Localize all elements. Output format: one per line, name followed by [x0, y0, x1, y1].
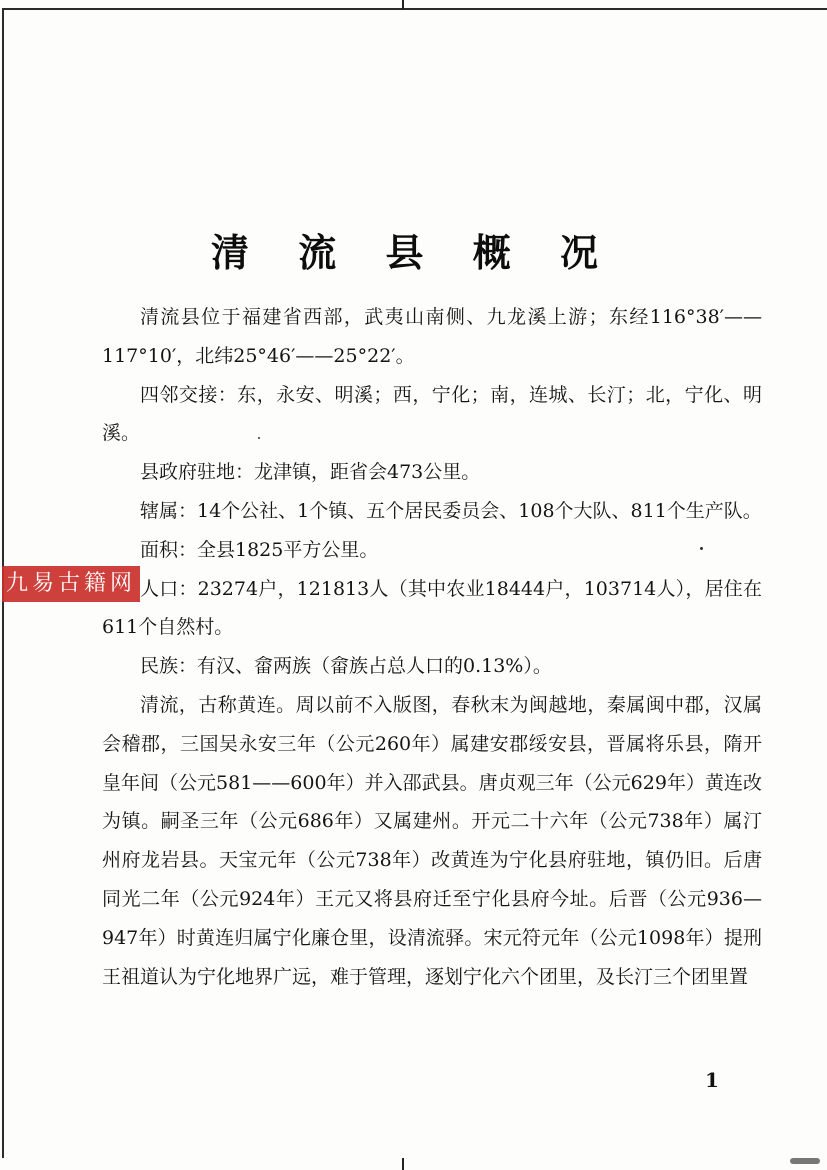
scan-speck	[258, 437, 260, 439]
paragraph-history: 清流，古称黄连。周以前不入版图，春秋末为闽越地，秦属闽中郡，汉属会稽郡，三国吴永安三年（公元260年）属建安郡绥安县，晋属将乐县，隋开皇年间（公元581——600年）并入邵武县。唐贞观三年（公元629年）黄连改为镇。嗣圣三年（公元686年）又属建州。开元二十六年（公元738年）属汀州府龙岩县。天宝元年（公元738年）改黄连为宁化县府驻地，镇仍旧。后唐同光二年（公元924年）王元又将县府迁至宁化县府今址。后晋（公元936—947年）时黄连归属宁化廉仓里，设清流驿。宋元符元年（公元1098年）提刑王祖道认为宁化地界广远，难于管理，逐划宁化六个团里，及长汀三个团里置	[102, 693, 762, 988]
document-title: 清 流 县 概 况	[211, 231, 616, 275]
bottom-center-tick	[402, 1158, 404, 1170]
page-number: 1	[705, 1068, 719, 1092]
document-body	[102, 298, 762, 996]
paragraph-seat: 县政府驻地：龙津镇，距省会473公里。	[140, 461, 481, 484]
watermark-logo: 九易古籍网	[2, 566, 140, 602]
paragraph-jurisdiction: 辖属：14个公社、1个镇、五个居民委员会、108个大队、811个生产队。	[140, 499, 762, 522]
paragraph-location: 清流县位于福建省西部，武夷山南侧、九龙溪上游；东经116°38′——117°10′，北纬25°46′——25°22′。	[102, 306, 762, 367]
scan-speck	[700, 547, 703, 550]
paragraph-ethnicity: 民族：有汉、畲两族（畲族占总人口的0.13%）。	[140, 655, 552, 678]
paragraph-population: 人口：23274户，121813人（其中农业18444户，103714人），居住在611个自然村。	[102, 577, 762, 639]
page-top-border	[2, 8, 827, 10]
paragraph-area: 面积：全县1825平方公里。	[140, 538, 379, 561]
paragraph-neighbors: 四邻交接：东，永安、明溪；西，宁化；南，连城、长汀；北，宁化、明溪。	[102, 383, 762, 445]
scan-speck	[790, 1158, 820, 1164]
top-center-tick	[402, 0, 404, 10]
